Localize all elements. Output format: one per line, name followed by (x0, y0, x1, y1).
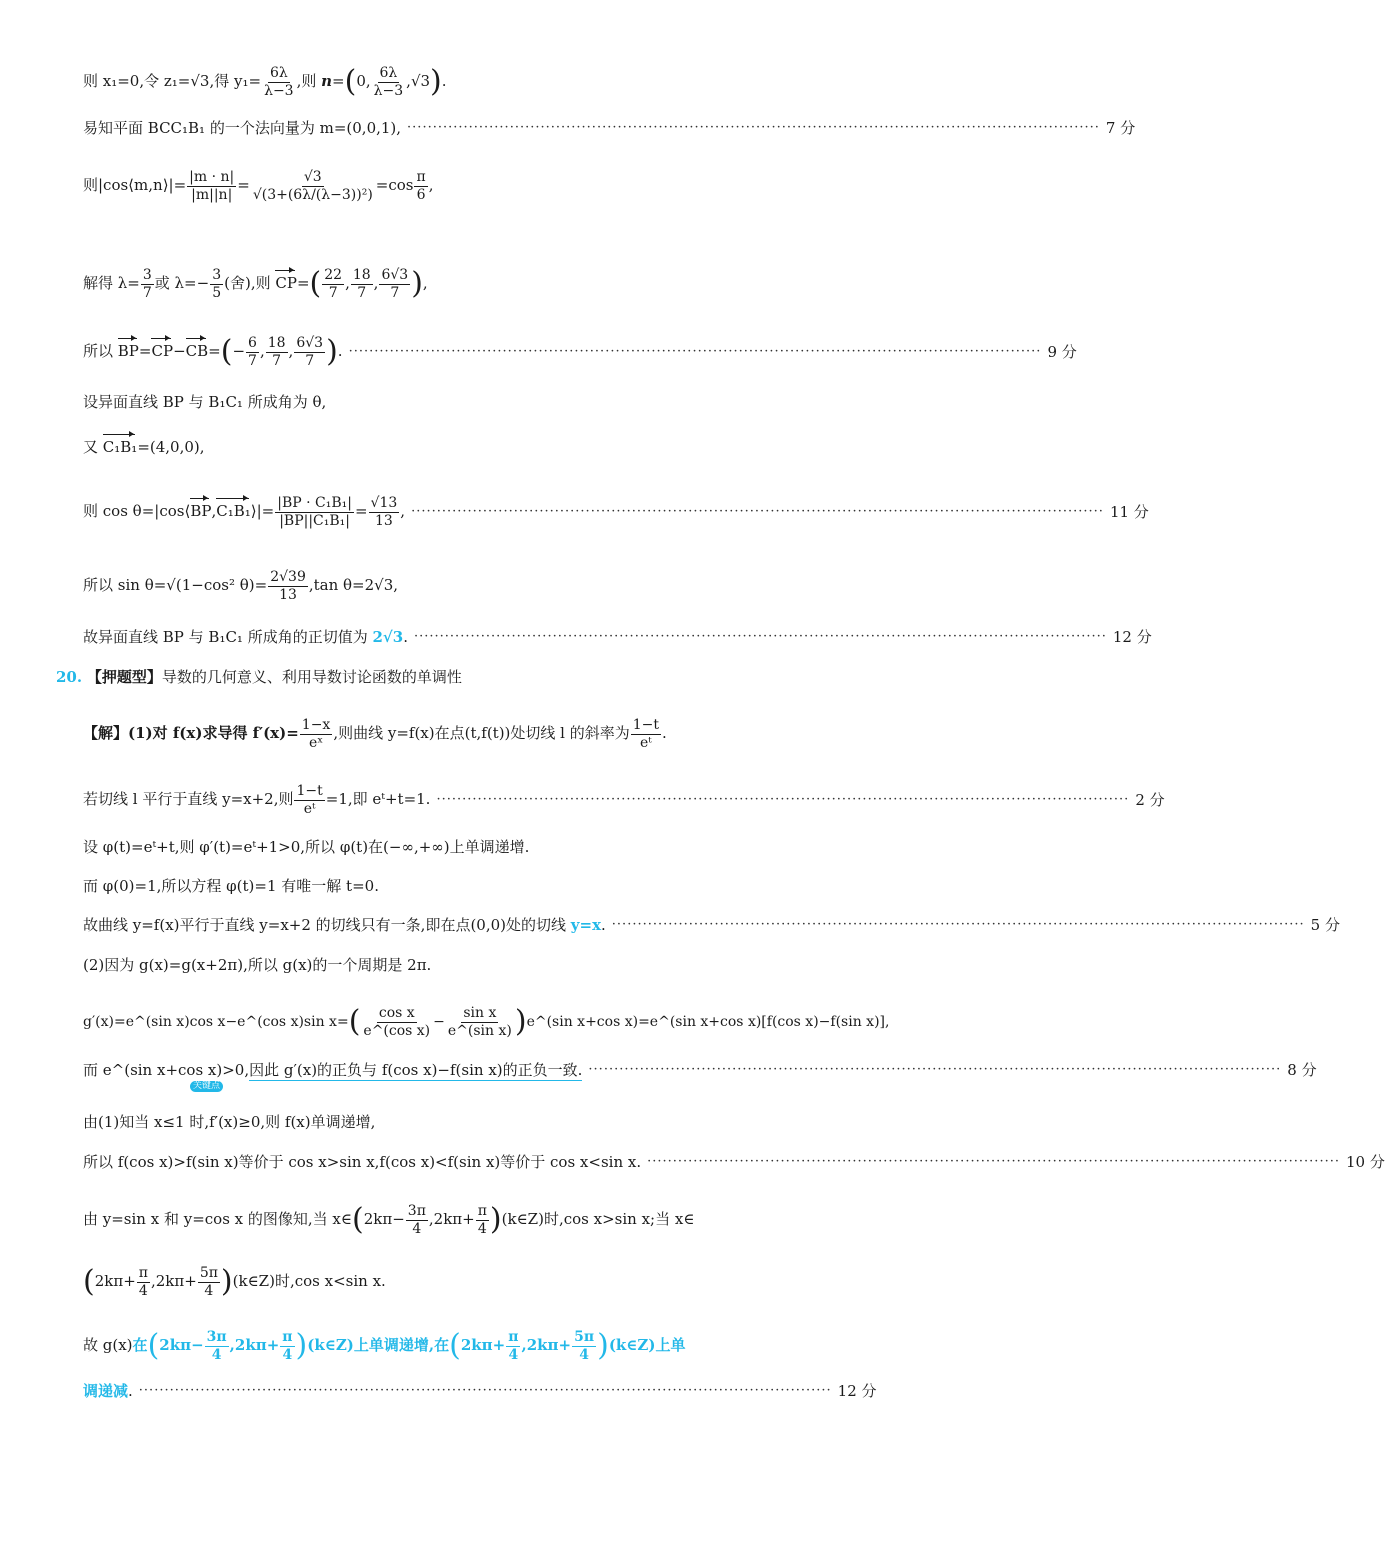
question-20-header: 20. 【押题型】导数的几何意义、利用导数讨论函数的单调性 (56, 668, 462, 686)
equivalence-line: 所以 f(cos x)>f(sin x)等价于 cos x>sin x,f(cos x)<f(sin x)等价于 cos x<sin x. ······································································································································· 10 分 (83, 1153, 1385, 1171)
phi-monotonic-line: 设 φ(t)=eᵗ+t,则 φ′(t)=eᵗ+1>0,所以 φ(t)在(−∞,+∞)上单调递增. (83, 838, 530, 856)
derivative-line: 【解】(1)对 f(x)求导得 f′(x)= $\frac{1-x}{\text{eˣ}}$ ,则曲线 y=f(x)在点(t,f(t))处切线 l 的斜率为 $\frac{1-t}{\text{eᵗ}}$ . (83, 717, 667, 751)
tangent-answer-line: 故异面直线 BP 与 B₁C₁ 所成角的正切值为 2√3. ······································································································································· 12 分 (83, 628, 1152, 646)
unique-solution-line: 而 φ(0)=1,所以方程 φ(t)=1 有唯一解 t=0. (83, 877, 379, 895)
tangent-conclusion-line: 故曲线 y=f(x)平行于直线 y=x+2 的切线只有一条,即在点(0,0)处的切线 y=x. ······································································································································· 5 分 (83, 916, 1340, 934)
score-8: 8 分 (1287, 1061, 1317, 1079)
question-number: 20. (56, 668, 83, 686)
interval-line-2: (2kπ+ $\frac{\pi}{4}$ ,2kπ+ $\frac{5\pi}{4}$ )(k∈Z)时,cos x<sin x. (83, 1264, 386, 1300)
score-9: 9 分 (1047, 343, 1077, 362)
answer-highlight: 2√3 (372, 628, 404, 646)
question-type-tag: 【押题型】 (86, 668, 162, 686)
g-derivative-line: g′(x)=e^(sin x)cos x−e^(cos x)sin x=( $\frac{\text{cos x}}{\text{e\textasciicircum{}(cos x)}}$ − $\frac{\text{sin x}}{\text{e\textasciicircum{}(sin x)}}$ )e^(sin x+cos x)=e^(sin x+cos x)[f(cos x)−f(sin x)], (83, 1004, 890, 1040)
lambda-solution-line: 解得 λ= $\frac{3}{7}$ 或 λ=− $\frac{3}{5}$ (舍),则 CP=( $\frac{22}{7}$ , $\frac{18}{7}$ , $\frac{6√3}{7}$ ), (83, 266, 428, 302)
key-point-tag: 关键点 (190, 1081, 223, 1092)
period-line: (2)因为 g(x)=g(x+2π),所以 g(x)的一个周期是 2π. (83, 956, 432, 974)
score-11: 11 分 (1109, 503, 1149, 522)
c1b1-vector-line: 又 C₁B₁=(4,0,0), (83, 438, 205, 456)
key-point-underline: 因此 g′(x)的正负与 f(cos x)−f(sin x)的正负一致. (249, 1061, 583, 1079)
bp-vector-line: 所以 BP=CP−CB=(− $\frac{6}{7}$ , $\frac{18}{7}$ , $\frac{6√3}{7}$ ). ······································································································································· 9 分 (83, 334, 1077, 370)
conclusion-line-end: 调递减. ······································································································································· 12 分 (83, 1382, 877, 1400)
score-10: 10 分 (1345, 1153, 1385, 1171)
sign-equivalence-line: 而 e^(sin x+cos x)>0,因此 g′(x)的正负与 f(cos x)−f(sin x)的正负一致. ······································································································································· 8 分 (83, 1061, 1317, 1079)
score-2: 2 分 (1135, 791, 1165, 810)
score-12a: 12 分 (1112, 628, 1152, 646)
cos-equation-line: 则|cos⟨m,n⟩|= $\frac{|m \cdot n|}{|m||n|}$ = $\frac{√3}{\text{√(3+(6λ/(λ−3))²)}}$ =cos $\frac{\pi}{6}$ , (83, 169, 434, 203)
answer-highlight: y=x (570, 916, 602, 934)
normal-vector-line: 易知平面 BCC₁B₁ 的一个法向量为 m=(0,0,1), ······································································································································· 7 分 (83, 119, 1136, 137)
f-increasing-line: 由(1)知当 x≤1 时,f′(x)≥0,则 f(x)单调递增, (83, 1113, 376, 1131)
cos-theta-line: 则 cos θ=|cos⟨BP,C₁B₁⟩|= $\frac{\text{|BP · C₁B₁|}}{\text{|BP||C₁B₁|}}$ = $\frac{√13}{13}$ , ······································································································································· 11 分 (83, 495, 1149, 529)
formula-line-1: 则 x₁=0,令 z₁=√3,得 y₁= $\frac{6\lambda}{\lambda-3}$ ,则 n=(0, $\frac{6\lambda}{\lambda-3}$ ,√3). (83, 64, 447, 100)
score-5: 5 分 (1310, 916, 1340, 934)
score-12b: 12 分 (837, 1382, 877, 1400)
angle-definition-line: 设异面直线 BP 与 B₁C₁ 所成角为 θ, (83, 393, 327, 411)
sin-tan-line: 所以 sin θ=√(1−cos² θ)= $\frac{2√39}{13}$ ,tan θ=2√3, (83, 569, 399, 603)
conclusion-line: 故 g(x)在(2kπ− $\frac{3\pi}{4}$ ,2kπ+ $\frac{\pi}{4}$ )(k∈Z)上单调递增,在(2kπ+ $\frac{\pi}{4}$ ,2kπ+ $\frac{5\pi}{4}$ )(k∈Z)上单 (83, 1328, 686, 1364)
parallel-condition-line: 若切线 l 平行于直线 y=x+2,则 $\frac{1-t}{\text{eᵗ}}$ =1,即 eᵗ+t=1. ······································································································································· 2 分 (83, 783, 1165, 817)
interval-line-1: 由 y=sin x 和 y=cos x 的图像知,当 x∈(2kπ− $\frac{3\pi}{4}$ ,2kπ+ $\frac{\pi}{4}$ )(k∈Z)时,cos x>sin x;当 x∈ (83, 1202, 695, 1238)
score-7: 7 分 (1105, 119, 1136, 137)
